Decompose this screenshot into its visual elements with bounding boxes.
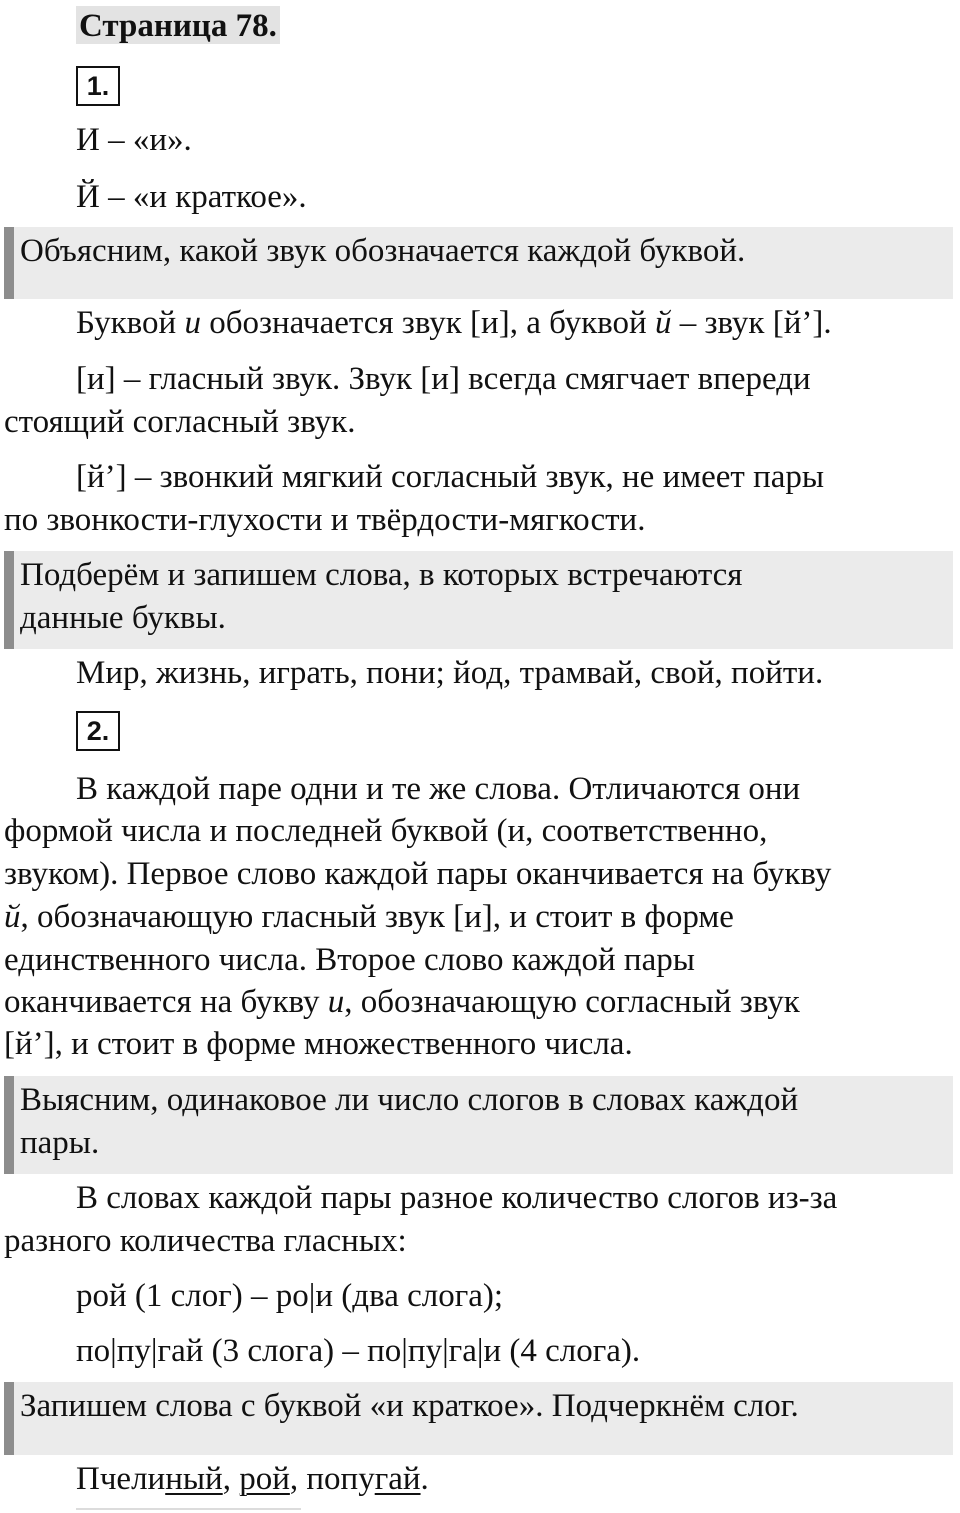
paragraph-line (4, 981, 800, 1023)
answer-text: Буквой (76, 305, 185, 341)
callout-text: Подберём и запишем слова, в которых встречаются (20, 557, 743, 593)
letter-y-italic: й (4, 899, 21, 935)
callout-explain-sounds (4, 227, 953, 299)
example-words: Мир, жизнь, играть, пони; йод, трамвай, свой, пойти. (76, 655, 824, 691)
callout-text: пары. (20, 1125, 100, 1161)
syllable-example-2: по|пу|гай (3 слога) – по|пу|га|и (4 слога). (76, 1333, 641, 1369)
exercise-number-2: 2. (76, 711, 120, 751)
paragraph-line (4, 896, 734, 938)
vowel-paragraph-line: [и] – гласный звук. Звук [и] всегда смягчает впереди (76, 361, 811, 397)
answer-letters-sounds (76, 302, 832, 344)
separator: , попу (289, 1461, 375, 1497)
bottom-divider (76, 1508, 301, 1510)
callout-text: Объясним, какой звук обозначается каждой буквой. (20, 233, 746, 269)
letter-i-line: И – «и». (76, 122, 192, 158)
callout-text: Выясним, одинаковое ли число слогов в словах каждой (20, 1082, 799, 1118)
paragraph-line: звуком). Первое слово каждой пары оканчивается на букву (4, 856, 832, 892)
letter-i-italic: и (184, 305, 201, 341)
vowel-paragraph-line: стоящий согласный звук. (4, 404, 356, 440)
consonant-paragraph-line: [й’] – звонкий мягкий согласный звук, не имеет пары (76, 459, 825, 495)
callout-syllables (4, 1076, 953, 1174)
syllables-line: В словах каждой пары разное количество слогов из-за (76, 1180, 838, 1216)
final-answer (76, 1458, 429, 1500)
syllable-example-1: рой (1 слог) – ро|и (два слога); (76, 1278, 504, 1314)
underlined-syllable: ный (165, 1461, 223, 1497)
callout-text: Запишем слова с буквой «и краткое». Подчеркнём слог. (20, 1388, 799, 1424)
consonant-paragraph-line: по звонкости-глухости и твёрдости-мягкости. (4, 502, 646, 538)
letter-i-italic: и (327, 984, 345, 1020)
letter-y-italic: й (654, 305, 672, 341)
callout-text: данные буквы. (20, 600, 226, 636)
page-title: Страница 78. (76, 6, 280, 44)
paragraph-text: , обозначающую гласный звук [и], и стоит в форме (20, 899, 734, 935)
paragraph-line: В каждой паре одни и те же слова. Отличаются они (76, 771, 801, 807)
exercise-number-1: 1. (76, 66, 120, 106)
separator: , (222, 1461, 240, 1497)
answer-text: – звук [й’]. (671, 305, 832, 341)
syllables-line: разного количества гласных: (4, 1223, 407, 1259)
underlined-syllable: рой (239, 1461, 290, 1497)
paragraph-line: единственного числа. Второе слово каждой пары (4, 942, 695, 978)
letter-y-line: Й – «и краткое». (76, 179, 307, 215)
callout-pick-words (4, 551, 953, 649)
paragraph-text: оканчивается на букву (4, 984, 328, 1020)
paragraph-text: , обозначающую согласный звук (344, 984, 800, 1020)
underlined-syllable: гай (374, 1461, 421, 1497)
callout-write-words (4, 1382, 953, 1455)
paragraph-line: формой числа и последней буквой (и, соответственно, (4, 813, 768, 849)
word-part: Пчели (76, 1461, 166, 1497)
separator: . (420, 1461, 429, 1497)
answer-text: обозначается звук [и], а буквой (200, 305, 655, 341)
paragraph-line: [й’], и стоит в форме множественного числа. (4, 1026, 633, 1062)
